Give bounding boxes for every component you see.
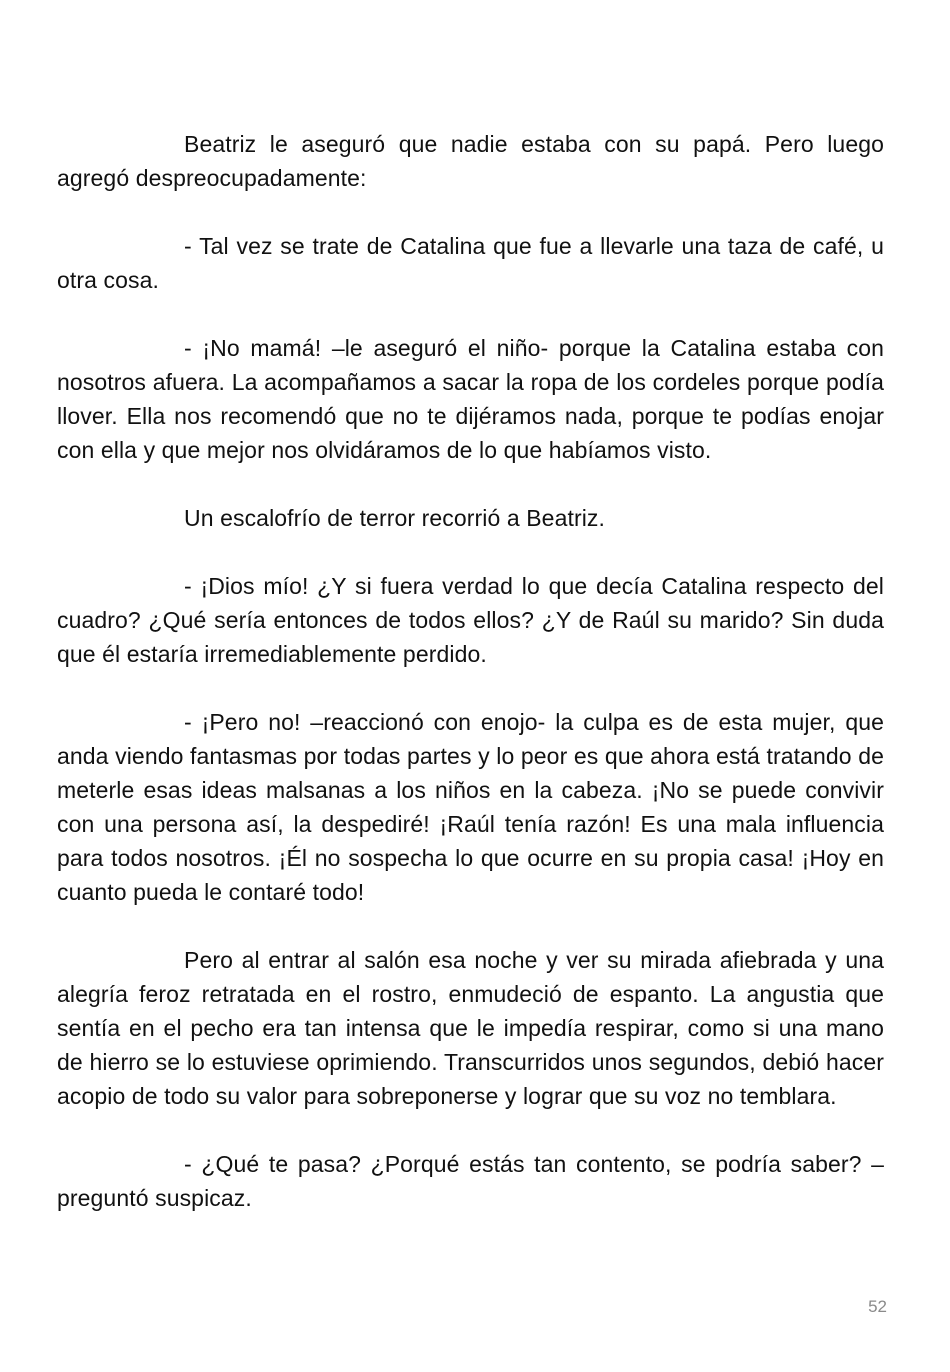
page-number: 52 (868, 1297, 887, 1316)
paragraph-8: - ¿Qué te pasa? ¿Porqué estás tan contento, se podría saber? –preguntó suspicaz. (57, 1151, 884, 1211)
paragraph-2: - Tal vez se trate de Catalina que fue a llevarle una taza de café, u otra cosa. (57, 233, 884, 293)
paragraph-1: Beatriz le aseguró que nadie estaba con su papá. Pero luego agregó despreocupadamente: (57, 131, 884, 191)
paragraph-5: - ¡Dios mío! ¿Y si fuera verdad lo que decía Catalina respecto del cuadro? ¿Qué sería entonces de todos ellos? ¿Y de Raúl su marido? Sin duda que él estaría irremediablemente perdido. (57, 573, 884, 667)
paragraph-7: Pero al entrar al salón esa noche y ver su mirada afiebrada y una alegría feroz retratada en el rostro, enmudeció de espanto. La angustia que sentía en el pecho era tan intensa que le impedía respirar, como si una mano de hierro se lo estuviese oprimiendo. Transcurridos unos segundos, debió hacer acopio de todo su valor para sobreponerse y lograr que su voz no temblara. (57, 947, 884, 1109)
paragraph-6: - ¡Pero no! –reaccionó con enojo- la culpa es de esta mujer, que anda viendo fantasmas por todas partes y lo peor es que ahora está tratando de meterle esas ideas malsanas a los niños en la cabeza. ¡No se puede convivir con una persona así, la despediré! ¡Raúl tenía razón! Es una mala influencia para todos nosotros. ¡Él no sospecha lo que ocurre en su propia casa! ¡Hoy en cuanto pueda le contaré todo! (57, 709, 884, 905)
text-body (57, 127, 884, 1249)
paragraph-3: - ¡No mamá! –le aseguró el niño- porque la Catalina estaba con nosotros afuera. La acompañamos a sacar la ropa de los cordeles porque podía llover. Ella nos recomendó que no te dijéramos nada, porque te podías enojar con ella y que mejor nos olvidáramos de lo que habíamos visto. (57, 335, 884, 463)
paragraph-4: Un escalofrío de terror recorrió a Beatriz. (184, 505, 606, 531)
